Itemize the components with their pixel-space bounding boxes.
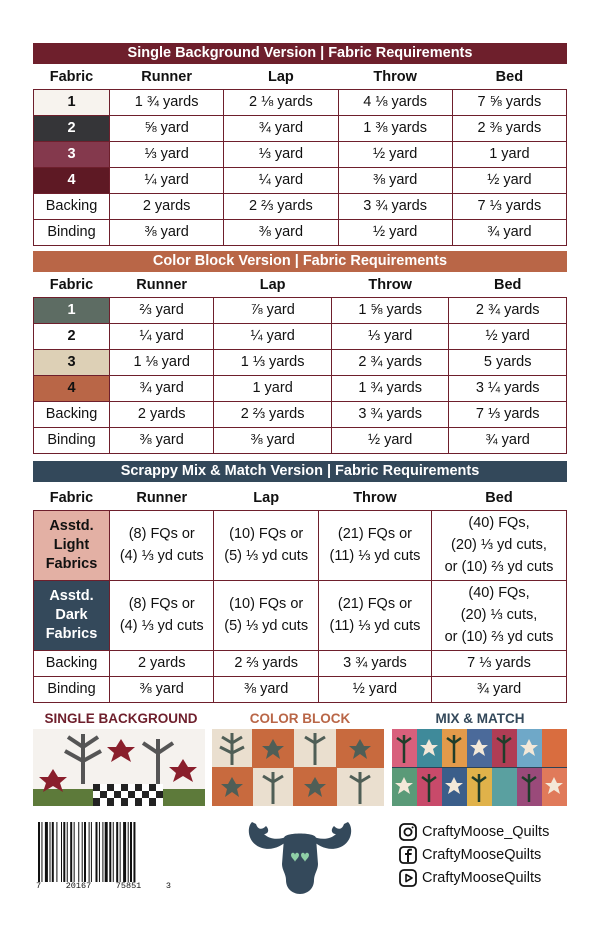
color-block-row-label: 2	[34, 323, 110, 349]
color-block-cell: ¾ yard	[449, 427, 567, 453]
facebook-icon	[398, 845, 418, 865]
single-background-header-lap: Lap	[267, 68, 294, 85]
barcode-bar	[78, 822, 79, 882]
single-background-header-throw: Throw	[373, 68, 417, 85]
barcode-bar	[61, 822, 62, 882]
mix-match-cell	[110, 676, 214, 702]
color-block-header-lap: Lap	[259, 276, 286, 293]
color-block-cell: ⅜ yard	[214, 427, 332, 453]
single-background-header-runner: Runner	[141, 68, 192, 85]
color-block-cell: 1 yard	[214, 375, 332, 401]
single-background-row-label: 3	[34, 141, 110, 167]
barcode-bar	[63, 822, 65, 882]
color-block-cell: ¼ yard	[214, 323, 332, 349]
barcode-bar	[67, 822, 68, 882]
mix-match-cell-line: 2 ⅔ yards	[234, 655, 299, 671]
color-block-cell: ⅞ yard	[214, 297, 332, 323]
color-block-table	[33, 273, 567, 454]
color-block-cell: ¾ yard	[110, 375, 214, 401]
single-background-row	[34, 115, 567, 141]
mix-match-cell-line: (10) FQs or	[229, 596, 304, 612]
mix-match-cell-line: (8) FQs or	[128, 526, 195, 542]
mix-match-cell-line: (10) FQs or	[229, 526, 304, 542]
barcode-bar	[128, 822, 129, 882]
barcode	[38, 822, 166, 890]
color-block-header-bed: Bed	[494, 276, 522, 293]
barcode-bar	[109, 822, 111, 882]
mix-match-table	[33, 486, 567, 703]
mix-match-row-label-line: Asstd.	[49, 517, 94, 534]
single-background-cell: 2 ⅔ yards	[224, 193, 338, 219]
barcode-digit-prefix: 7	[36, 881, 42, 891]
barcode-bar	[52, 822, 54, 882]
mix-match-header-runner: Runner	[136, 489, 188, 506]
barcode-bar	[84, 822, 86, 882]
color-block-row-label: Binding	[34, 427, 110, 453]
color-block-cell: 2 ⅔ yards	[214, 401, 332, 427]
barcode-bar	[70, 822, 72, 882]
mix-match-cell-line: 3 ¾ yards	[343, 655, 407, 671]
facebook-handle[interactable]	[398, 845, 541, 865]
barcode-digits	[36, 881, 171, 891]
color-block-cell: 1 ¾ yards	[331, 375, 449, 401]
mix-match-cell	[110, 650, 214, 676]
mix-match-row	[34, 650, 567, 676]
barcode-bar	[133, 822, 135, 882]
color-block-cell: 1 ⅓ yards	[214, 349, 332, 375]
barcode-digit-check: 3	[165, 881, 171, 891]
barcode-bar	[123, 822, 126, 882]
single-background-cell: ⅜ yard	[110, 219, 224, 245]
single-background-cell: 2 ⅜ yards	[452, 115, 566, 141]
mix-match-cell-line: ¾ yard	[476, 681, 522, 697]
single-background-table	[33, 65, 567, 246]
mix-match-cell	[318, 676, 431, 702]
single-background-header-fabric: Fabric	[49, 68, 94, 85]
barcode-bar	[38, 822, 40, 882]
youtube-handle[interactable]	[398, 868, 541, 888]
color-block-cell: 2 yards	[110, 401, 214, 427]
barcode-bar	[116, 822, 118, 882]
barcode-bar	[113, 822, 114, 882]
color-block-row-label: 4	[34, 375, 110, 401]
color-block-label: COLOR BLOCK	[249, 711, 351, 726]
single-background-row	[34, 219, 567, 245]
single-background-cell: 7 ⅝ yards	[452, 89, 566, 115]
single-background-cell: ¼ yard	[110, 167, 224, 193]
mix-match-row-label	[34, 580, 110, 650]
color-block-row	[34, 349, 567, 375]
single-background-cell: ⅜ yard	[224, 219, 338, 245]
mix-match-row-label-line: Light	[53, 536, 90, 553]
mix-match-cell-line: (20) ⅓ cuts,	[460, 607, 538, 623]
single-background-title-bar: Single Background Version | Fabric Requirements	[33, 43, 567, 64]
facebook-handle-text: CraftyMooseQuilts	[422, 847, 542, 863]
single-background-cell: ⅝ yard	[110, 115, 224, 141]
color-block-row-label: 1	[34, 297, 110, 323]
moose-logo-icon	[244, 814, 356, 896]
color-block-cell: 5 yards	[449, 349, 567, 375]
single-background-row	[34, 167, 567, 193]
mix-match-row	[34, 510, 567, 580]
single-background-row	[34, 141, 567, 167]
mix-match-cell-line: (5) ⅓ yd cuts	[224, 548, 309, 564]
color-block-cell: ⅜ yard	[110, 427, 214, 453]
single-background-header-bed: Bed	[495, 68, 524, 85]
mix-match-cell-line: (40) FQs,	[468, 515, 530, 531]
color-block-header-runner: Runner	[136, 276, 188, 293]
mix-match-cell-line: 2 yards	[137, 655, 186, 671]
single-background-cell: ¼ yard	[224, 167, 338, 193]
single-background-cell: ⅓ yard	[224, 141, 338, 167]
barcode-bar	[89, 822, 90, 882]
single-background-quilt-photo	[33, 729, 205, 806]
barcode-bar	[45, 822, 48, 882]
mix-match-cell	[318, 580, 431, 650]
barcode-bar	[105, 822, 108, 882]
mix-match-cell	[432, 676, 567, 702]
color-block-header-throw: Throw	[368, 276, 412, 293]
mix-match-cell-line: (20) ⅓ yd cuts,	[451, 537, 547, 553]
single-background-cell: ¾ yard	[224, 115, 338, 141]
color-block-cell: 3 ¾ yards	[331, 401, 449, 427]
color-block-cell: ¼ yard	[110, 323, 214, 349]
single-background-cell: 1 ¾ yards	[110, 89, 224, 115]
instagram-handle[interactable]	[398, 822, 549, 842]
mix-match-cell-line: ⅜ yard	[139, 681, 184, 697]
mix-match-cell-line: (8) FQs or	[128, 596, 195, 612]
color-block-header-row	[34, 273, 567, 297]
mix-match-row-label-line: Fabrics	[45, 625, 98, 642]
barcode-bar	[102, 822, 103, 882]
mix-match-header-row	[34, 486, 567, 510]
single-background-cell: ½ yard	[338, 219, 452, 245]
barcode-digit-group-2: 75851	[115, 881, 142, 891]
single-background-cell: 2 yards	[110, 193, 224, 219]
single-background-row-label: 2	[34, 115, 110, 141]
color-block-cell: ⅔ yard	[110, 297, 214, 323]
mix-match-row-label-line: Backing	[45, 655, 98, 671]
single-background-cell: 7 ⅓ yards	[452, 193, 566, 219]
single-background-label: SINGLE BACKGROUND	[44, 711, 198, 726]
barcode-bar	[50, 822, 51, 882]
color-block-row	[34, 297, 567, 323]
color-block-cell: ½ yard	[331, 427, 449, 453]
instagram-icon	[398, 822, 418, 842]
color-block-row	[34, 401, 567, 427]
mix-match-row-label	[34, 510, 110, 580]
mix-match-cell-line: (40) FQs,	[468, 585, 530, 601]
mix-match-cell-line: (11) ⅓ yd cuts	[329, 618, 421, 634]
single-background-cell: 1 yard	[452, 141, 566, 167]
barcode-bar	[130, 822, 132, 882]
mix-match-row-label-line: Dark	[55, 606, 88, 623]
single-background-header-row	[34, 65, 567, 89]
mix-match-label: MIX & MATCH	[435, 711, 525, 726]
barcode-bar	[91, 822, 92, 882]
single-background-cell: ½ yard	[452, 167, 566, 193]
mix-match-cell-line: ⅜ yard	[244, 681, 289, 697]
single-background-cell: 3 ¾ yards	[338, 193, 452, 219]
single-background-row-label: 4	[34, 167, 110, 193]
mix-match-cell	[214, 650, 318, 676]
mix-match-cell	[214, 510, 318, 580]
single-background-cell: ⅓ yard	[110, 141, 224, 167]
single-background-cell: 2 ⅛ yards	[224, 89, 338, 115]
single-background-cell: ¾ yard	[452, 219, 566, 245]
color-block-row	[34, 323, 567, 349]
mix-match-header-throw: Throw	[353, 489, 397, 506]
mix-match-header-lap: Lap	[253, 489, 280, 506]
color-block-cell: ½ yard	[449, 323, 567, 349]
barcode-bar	[96, 822, 98, 882]
color-block-cell: 1 ⅛ yard	[110, 349, 214, 375]
barcode-bar	[82, 822, 83, 882]
barcode-bar	[120, 822, 121, 882]
single-background-cell: 1 ⅜ yards	[338, 115, 452, 141]
color-block-cell: 2 ¾ yards	[331, 349, 449, 375]
color-block-header-fabric: Fabric	[49, 276, 94, 293]
mix-match-cell	[110, 510, 214, 580]
mix-match-cell-line: (21) FQs or	[337, 526, 413, 542]
mix-match-header-bed: Bed	[485, 489, 513, 506]
mix-match-row-label	[34, 650, 110, 676]
color-block-row-label: Backing	[34, 401, 110, 427]
youtube-handle-text: CraftyMooseQuilts	[422, 870, 542, 886]
single-background-cell: ⅜ yard	[338, 167, 452, 193]
color-block-title-bar: Color Block Version | Fabric Requirements	[33, 251, 567, 272]
color-block-row	[34, 375, 567, 401]
single-background-cell: 4 ⅛ yards	[338, 89, 452, 115]
single-background-row-label: Backing	[34, 193, 110, 219]
barcode-bar	[99, 822, 100, 882]
instagram-handle-text: CraftyMoose_Quilts	[422, 824, 550, 840]
color-block-row	[34, 427, 567, 453]
mix-match-cell-line: (4) ⅓ yd cuts	[119, 548, 204, 564]
mix-match-cell	[432, 650, 567, 676]
color-block-row-label: 3	[34, 349, 110, 375]
single-background-row	[34, 89, 567, 115]
mix-match-cell	[214, 580, 318, 650]
mix-match-cell	[214, 676, 318, 702]
mix-match-quilt-photo	[392, 729, 567, 806]
mix-match-cell	[432, 580, 567, 650]
mix-match-cell-line: (21) FQs or	[337, 596, 413, 612]
mix-match-cell-line: (11) ⅓ yd cuts	[329, 548, 421, 564]
mix-match-cell	[110, 580, 214, 650]
barcode-bar	[41, 822, 42, 882]
mix-match-row	[34, 580, 567, 650]
mix-match-cell	[432, 510, 567, 580]
color-block-quilt-photo	[212, 729, 384, 806]
mix-match-cell	[318, 510, 431, 580]
mix-match-row-label-line: Asstd.	[49, 587, 94, 604]
mix-match-cell-line: (5) ⅓ yd cuts	[224, 618, 309, 634]
barcode-bar	[74, 822, 75, 882]
mix-match-header-fabric: Fabric	[49, 489, 94, 506]
color-block-cell: 3 ¼ yards	[449, 375, 567, 401]
barcode-digit-group-1: 20167	[65, 881, 92, 891]
single-background-row	[34, 193, 567, 219]
color-block-cell: 1 ⅝ yards	[331, 297, 449, 323]
youtube-icon	[398, 868, 418, 888]
single-background-row-label: 1	[34, 89, 110, 115]
mix-match-row-label-line: Fabrics	[45, 555, 98, 572]
single-background-row-label: Binding	[34, 219, 110, 245]
mix-match-row	[34, 676, 567, 702]
mix-match-cell	[318, 650, 431, 676]
color-block-cell: ⅓ yard	[331, 323, 449, 349]
mix-match-cell-line: 7 ⅓ yards	[467, 655, 531, 671]
single-background-cell: ½ yard	[338, 141, 452, 167]
mix-match-cell-line: (4) ⅓ yd cuts	[119, 618, 204, 634]
mix-match-cell-line: or (10) ⅔ yd cuts	[444, 629, 554, 645]
mix-match-cell-line: or (10) ⅔ yd cuts	[444, 559, 554, 575]
barcode-bar	[56, 822, 57, 882]
mix-match-row-label	[34, 676, 110, 702]
mix-match-title-bar: Scrappy Mix & Match Version | Fabric Requirements	[33, 461, 567, 482]
color-block-cell: 2 ¾ yards	[449, 297, 567, 323]
mix-match-row-label-line: Binding	[47, 681, 96, 697]
color-block-cell: 7 ⅓ yards	[449, 401, 567, 427]
mix-match-cell-line: ½ yard	[352, 681, 398, 697]
